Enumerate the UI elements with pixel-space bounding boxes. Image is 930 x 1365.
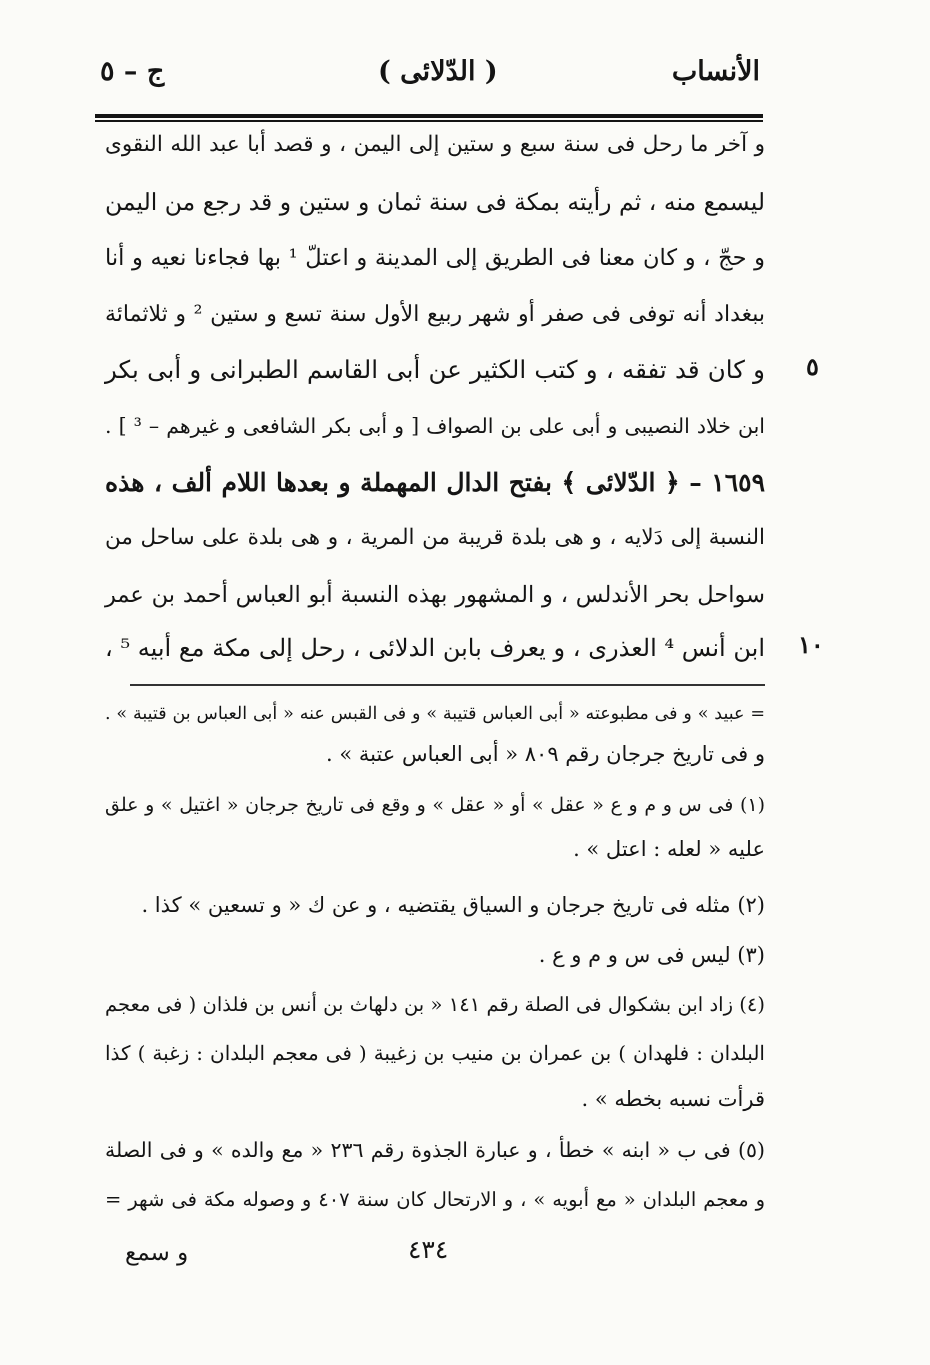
footnote-line: و فى تاريخ جرجان رقم ٨٠٩ « أبى العباس عتبة » . bbox=[325, 742, 765, 766]
footnote-line: عليه « لعله : اعتل » . bbox=[573, 837, 765, 861]
text-line: ابن خلاد النصيبى و أبى على بن الصواف [ و أبى بكر الشافعى و غيرهم – ³ ] . bbox=[105, 414, 765, 438]
line-number-10: ١٠ bbox=[798, 630, 824, 659]
footnote-separator bbox=[130, 684, 765, 686]
page-number: ٤٣٤ bbox=[408, 1235, 449, 1264]
footnote-line: و معجم البلدان « مع أبويه » ، و الارتحال كان سنة ٤٠٧ و وصوله مكة فى شهر = bbox=[105, 1188, 765, 1211]
footnote-3: (٣) ليس فى س و م و ع . bbox=[538, 943, 765, 967]
footnote-line: = عبيد » و فى مطبوعته « أبى العباس قتيبة » و فى القبس عنه « أبى العباس بن قتيبة » . bbox=[105, 704, 765, 724]
entry-heading-line: ١٦٥٩ – ﴿ الدّلائى ﴾ بفتح الدال المهملة و بعدها اللام ألف ، هذه bbox=[105, 468, 765, 497]
text-line: ابن أنس ⁴ العذرى ، و يعرف بابن الدلائى ، رحل إلى مكة مع أبيه ⁵ ، bbox=[105, 634, 766, 662]
running-head-volume: ج – ٥ bbox=[100, 56, 165, 87]
catch-word: و سمع bbox=[125, 1240, 189, 1266]
running-head-entry-title: ( الدّلائى ) bbox=[378, 56, 498, 87]
footnote-4: (٤) زاد ابن بشكوال فى الصلة رقم ١٤١ « بن دلهاث بن أنس بن فلذان ( فى معجم bbox=[105, 993, 765, 1016]
header-rule bbox=[95, 114, 763, 118]
footnote-1: (١) فى س و م و ع « عقل » أو « عقل » و وقع فى تاريخ جرجان « اغتيل » و علق bbox=[105, 794, 765, 816]
running-head-book-title: الأنساب bbox=[671, 56, 760, 87]
text-line: ببغداد أنه توفى فى صفر أو شهر ربيع الأول سنة تسع و ستين ² و ثلاثمائة bbox=[105, 302, 765, 327]
footnote-line: البلدان : فلهدان ) بن عمران بن منيب بن زغيبة ( فى معجم البلدان : زغبة ) كذا bbox=[105, 1041, 765, 1065]
text-line: و كان قد تفقه ، و كتب الكثير عن أبى القاسم الطبرانى و أبى بكر bbox=[105, 355, 765, 384]
footnote-line: قرأت نسبه بخطه » . bbox=[581, 1087, 765, 1111]
footnote-5: (٥) فى ب « ابنه » خطأ ، و عبارة الجذوة رقم ٢٣٦ « مع والده » و فى الصلة bbox=[105, 1138, 766, 1162]
text-line: و آخر ما رحل فى سنة سبع و ستين إلى اليمن ، و قصد أبا عبد الله النقوى bbox=[105, 132, 765, 157]
text-line: ليسمع منه ، ثم رأيته بمكة فى سنة ثمان و ستين و قد رجع من اليمن bbox=[105, 188, 765, 216]
line-number-5: ٥ bbox=[806, 352, 819, 381]
text-line: و حجّ ، و كان معنا فى الطريق إلى المدينة و اعتلّ ¹ بها فجاءنا نعيه و أنا bbox=[105, 245, 765, 271]
text-line: النسبة إلى دَلايه ، و هى بلدة قريبة من المرية ، و هى بلدة على ساحل من bbox=[105, 525, 765, 550]
text-line: سواحل بحر الأندلس ، و المشهور بهذه النسبة أبو العباس أحمد بن عمر bbox=[105, 582, 765, 608]
footnote-2: (٢) مثله فى تاريخ جرجان و السياق يقتضيه ، و عن ك « و تسعين » كذا . bbox=[141, 893, 765, 917]
header-rule-thin bbox=[95, 120, 763, 122]
